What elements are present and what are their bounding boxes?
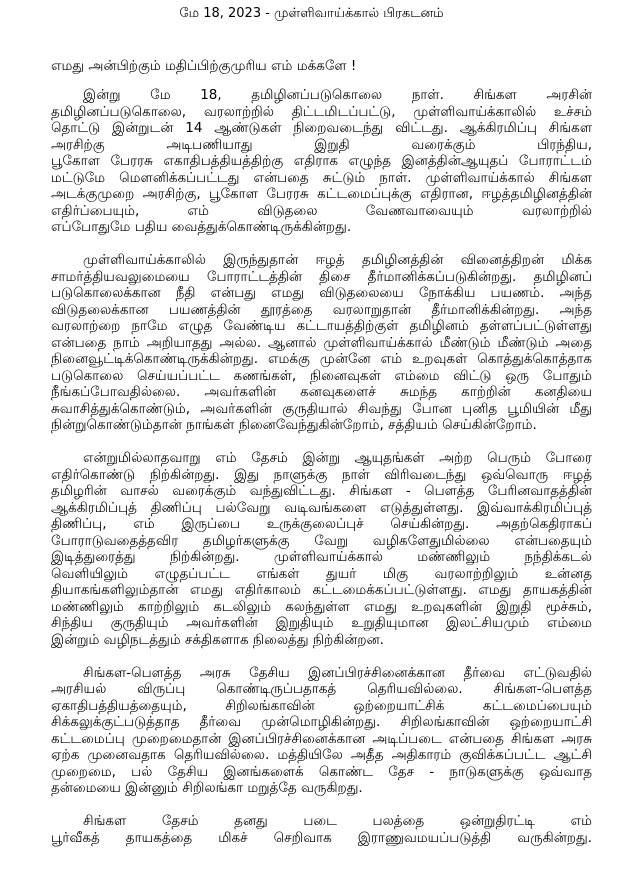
paragraph bbox=[51, 87, 592, 236]
text-line: இன்று மே 18, தமிழினப்படுகொலை நாள். சிங்கள அரசின் bbox=[83, 87, 592, 103]
text-line: எதிர்கொண்டு நிற்கின்றது. இது நாளுக்கு நாள் விரிவடைந்து ஒவ்வொரு ஈழத் bbox=[51, 466, 592, 483]
paragraph bbox=[51, 665, 592, 797]
text-line: தன்மையை இன்னும் சிறிலங்கா மறுத்தே வருகிறது. bbox=[51, 780, 363, 796]
paragraph bbox=[51, 813, 592, 846]
text-line: தொட்டு இன்றுடன் 14 ஆண்டுகள் நிறைவடைந்து விட்டது. ஆக்கிரமிப்பு சிங்கள bbox=[51, 120, 592, 136]
text-line: அடக்குமுறை அரசிற்கு, பூகோள பேரரசு கட்டமைப்புக்கு எதிரான, ஈழத்தமிழினத்தின் bbox=[51, 186, 592, 202]
text-line: மட்டுமே மௌனிக்கப்பட்டது என்பதை சுட்டும் நாள். முள்ளிவாய்க்கால் சிங்கள bbox=[51, 169, 592, 186]
text-line: விடுதலைக்கான பயணத்தின் தூரத்தை வரலாறுதான் தீர்மானிக்கின்றது. அந்த bbox=[51, 301, 592, 318]
text-line: கட்டமைப்பு முறைமைதான் இனப்பிரச்சினைக்கான அடிப்படை என்பதை சிங்கள அரசு bbox=[51, 730, 592, 747]
text-line: அரசிற்கு அடிபணியாது இறுதி வரைக்கும் பிரந்திய, bbox=[51, 136, 592, 153]
text-line: சிக்கலுக்குட்படுத்தாத தீர்வை முன்மொழிகின்றது. சிறிலங்காவின் ஒற்றையாட்சி bbox=[51, 714, 592, 730]
text-line: முள்ளிவாய்க்காலில் இருந்துதான் ஈழத் தமிழினத்தின் வினைத்திறன் மிக்க bbox=[83, 252, 592, 268]
text-line: என்பதை நாம் அறியாதது அல்ல. ஆனால் முள்ளிவாய்க்கால் மீண்டும் மீண்டும் அதை bbox=[51, 334, 592, 351]
text-line: படுகொலைக்கான நீதி என்பது எமது விடுதலையை நோக்கிய பயணம். அந்த bbox=[51, 285, 592, 301]
text-line: முறைமை, பல் தேசிய இனங்களைக் கொண்ட தேச - நாடுகளுக்கு ஒவ்வாத bbox=[51, 763, 592, 780]
text-line: இன்றும் வழிநடத்தும் சக்திகளாக நிலைத்து நிற்கின்றன. bbox=[51, 631, 384, 648]
text-line: என்றுமில்லாதவாறு எம் தேசம் இன்று ஆயுதங்கள் அற்ற பெரும் போரை bbox=[83, 450, 592, 466]
text-line: பூகோள பேரரசு எகாதிபத்தியத்திற்கு எதிராக எழுந்த இனத்தின்ஆயுதப் போராட்டம் bbox=[51, 153, 592, 169]
text-line: இடித்துரைத்து நிற்கின்றது. முள்ளிவாய்க்கால் மண்ணிலும் நந்திக்கடல் bbox=[51, 549, 592, 565]
text-line: அரசியல் விருப்பு கொண்டிருப்பதாகத் தெரியவில்லை. சிங்கள-பௌத்த bbox=[51, 681, 592, 697]
text-line: சுவாசித்துக்கொண்டும், அவர்களின் குருதியால் சிவந்து போன புனித பூமியின் மீது bbox=[51, 400, 592, 417]
paragraph bbox=[51, 252, 592, 434]
document-body bbox=[51, 58, 592, 863]
text-line: திணிப்பு, எம் இருப்பை உருக்குலைப்புச் செய்கின்றது. அதற்கெதிராகப் bbox=[51, 516, 592, 532]
text-line: நின்றுகொண்டும்தான் நாங்கள் நினைவேந்துகின்றோம், சத்தியம் செய்கின்றோம். bbox=[51, 417, 537, 433]
text-line: ஏற்க முனைவதாக தெரியவில்லை. மத்தியிலே அதீத அதிகாரம் குவிக்கப்பட்ட ஆட்சி bbox=[51, 747, 592, 763]
text-line: சாமர்த்தியவலுமையை போராட்டத்தின் திசை தீர்மானிக்கப்படுகின்றது. தமிழினப் bbox=[51, 268, 592, 285]
text-line: ஆக்கிரமிப்புத் திணிப்பு பல்வேறு வடிவங்களை எடுத்துள்ளது. இவ்வாக்கிரமிப்புத் bbox=[51, 499, 592, 516]
text-line: பூர்வீகத் தாயகத்தை மிகச் செறிவாக இராணுவமயப்படுத்தி வருகின்றது. bbox=[51, 829, 592, 846]
text-line: எதிர்ப்பையும், எம் விடுதலை வேணவாவையும் வரலாற்றில் bbox=[51, 202, 592, 219]
text-line: படுகொலை செய்யப்பட்ட கணங்கள், நினைவுகள் எம்மை விட்டு ஒரு போதும் bbox=[51, 367, 592, 384]
salutation: எமது அன்பிற்கும் மதிப்பிற்குமுரிய எம் மக்களே ! bbox=[51, 58, 357, 74]
text-line: ஏகாதிபத்தியத்தையும், சிறிலங்காவின் ஒற்றையாட்சிக் கட்டமைப்பையும் bbox=[51, 697, 592, 714]
text-line: சிங்கள தேசம் தனது படை பலத்தை ஒன்றுதிரட்டி எம் bbox=[83, 813, 592, 829]
text-line: தமிழரின் வாசல் வரைக்கும் வந்துவிட்டது. சிங்கள - பௌத்த பேரினவாதத்தின் bbox=[51, 483, 592, 499]
text-line: நினைவூட்டிக்கொண்டிருக்கின்றது. எமக்கு முன்னே எம் உறவுகள் கொத்துக்கொத்தாக bbox=[51, 351, 592, 367]
text-line: சிங்கள-பௌத்த அரசு தேசிய இனப்பிரச்சினைக்கான தீர்வை எட்டுவதில் bbox=[83, 664, 592, 681]
text-line: தமிழினப்படுகொலை, வரலாற்றில் திட்டமிடப்பட்டு, முள்ளிவாய்க்காலில் உச்சம் bbox=[51, 103, 592, 120]
text-line: போராடுவதைத்தவிர தமிழர்களுக்கு வேறு வழிகளேதுமில்லை என்பதையும் bbox=[51, 532, 592, 549]
text-line: வரலாற்றை நாமே எழுத வேண்டிய கட்டாயத்திற்குள் தமிழினம் தள்ளப்பட்டுள்ளது bbox=[51, 318, 592, 334]
paragraph bbox=[51, 450, 592, 648]
text-line: வெளியிலும் எழுதப்பட்ட எங்கள் துயர் மிகு வரலாற்றிலும் உன்னத bbox=[51, 565, 592, 582]
text-line: தியாகங்களிலும்தான் எமது எதிர்காலம் கட்டமைக்கப்பட்டுள்ளது. எமது தாயகத்தின் bbox=[51, 582, 592, 598]
text-line: சிந்திய குருதியும் அவர்களின் இறுதியும் உறுதியுமான இலட்சியமும் எம்மை bbox=[51, 615, 592, 631]
text-line: எப்போதுமே பதிய வைத்துக்கொண்டிருக்கின்றது. bbox=[51, 219, 352, 235]
text-line: மண்ணிலும் காற்றிலும் கடலிலும் கலந்துள்ள எமது உறவுகளின் இறுதி மூச்சும், bbox=[51, 598, 592, 615]
text-line: நீங்கப்போவதில்லை. அவர்களின் கனவுகளைச் சுமந்த காற்றின் கனதியை bbox=[51, 384, 592, 400]
document-title: மே 18, 2023 - முள்ளிவாய்க்கால் பிரகடனம் bbox=[179, 6, 444, 21]
